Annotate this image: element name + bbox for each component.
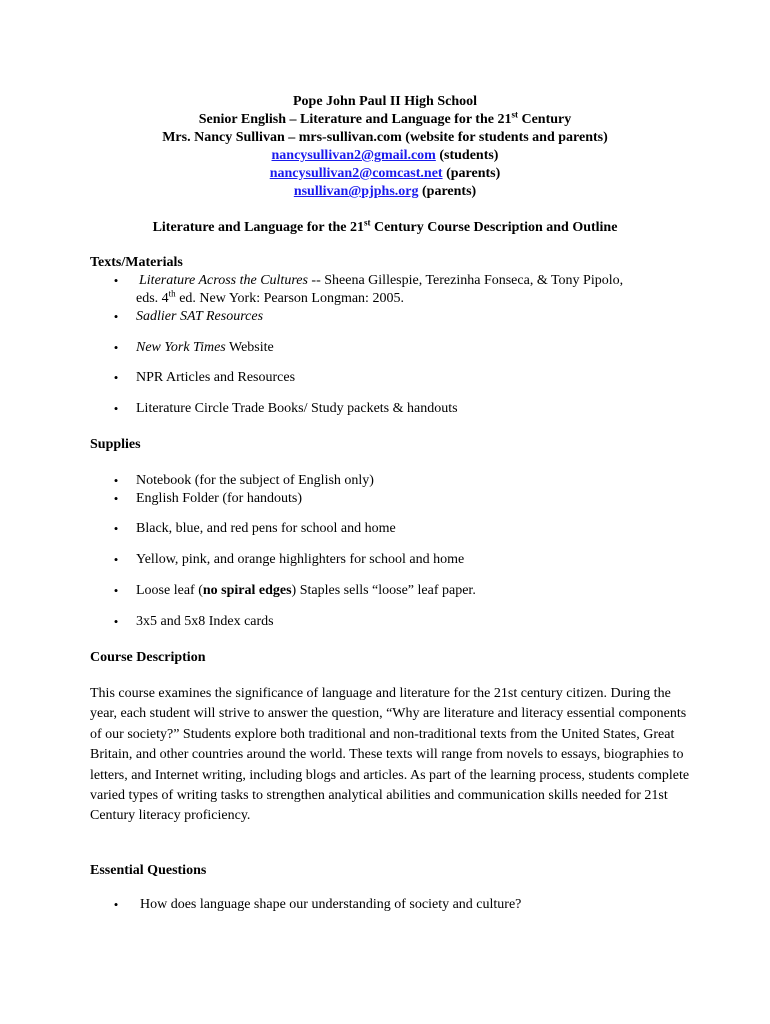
bullet-icon: • xyxy=(113,401,119,416)
course-description-heading: Course Description xyxy=(90,650,206,665)
list-item: Sadlier SAT Resources xyxy=(136,309,264,324)
bullet-icon: • xyxy=(113,897,119,912)
contact-line xyxy=(0,183,770,201)
course-name-suffix: Century xyxy=(517,112,572,127)
list-item: How does language shape our understanding of society and culture? xyxy=(140,897,522,912)
list-item: Yellow, pink, and orange highlighters for school and home xyxy=(136,552,465,567)
list-item: Literature Circle Trade Books/ Study packets & handouts xyxy=(136,401,458,416)
list-item-continuation: eds. 4th ed. New York: Pearson Longman: 2005. xyxy=(136,288,404,306)
bullet-icon: • xyxy=(113,370,119,385)
contact-line xyxy=(0,165,770,183)
bullet-icon: • xyxy=(113,552,119,567)
contact-note: (parents) xyxy=(442,166,501,181)
email-link-parents[interactable]: nancysullivan2@comcast.net xyxy=(269,166,443,181)
email-link-school[interactable]: nsullivan@pjphs.org xyxy=(293,184,419,199)
bullet-icon: • xyxy=(113,309,119,324)
email-link-students[interactable]: nancysullivan2@gmail.com xyxy=(271,148,436,163)
school-name: Pope John Paul II High School xyxy=(293,94,477,109)
bullet-icon: • xyxy=(113,491,119,506)
course-name-sup: st xyxy=(511,109,518,120)
bullet-icon: • xyxy=(113,273,119,288)
list-item: Literature Across the Cultures -- Sheena Gillespie, Terezinha Fonseca, & Tony Pipolo, xyxy=(139,273,624,288)
course-name-prefix: Senior English – Literature and Language for the 21 xyxy=(198,112,512,127)
bullet-icon: • xyxy=(113,583,119,598)
contact-line xyxy=(0,147,770,165)
bullet-icon: • xyxy=(113,340,119,355)
bullet-icon: • xyxy=(113,521,119,536)
list-item: Notebook (for the subject of English only) xyxy=(136,473,374,488)
list-item: 3x5 and 5x8 Index cards xyxy=(136,614,274,629)
bullet-icon: • xyxy=(113,473,119,488)
list-item: NPR Articles and Resources xyxy=(136,370,296,385)
list-item: New York Times Website xyxy=(136,340,274,355)
list-item: Black, blue, and red pens for school and home xyxy=(136,521,396,536)
list-item: English Folder (for handouts) xyxy=(136,491,303,506)
teacher-line: Mrs. Nancy Sullivan – mrs-sullivan.com (website for students and parents) xyxy=(162,130,608,145)
course-description-body: This course examines the significance of language and literature for the 21st century citizen. During the year, each student will strive to answer the question, “Why are literature and literacy essential components of our society?” Students explore both traditional and non-traditional texts from the United States, Great Britain, and other countries around the world. These texts will range from novels to essays, biographies to letters, and Internet writing, including blogs and articles. As part of the learning process, students complete varied types of writing tasks to strengthen analytical abilities and communication skills needed for 21st Century literacy proficiency. xyxy=(90,686,690,824)
contact-note: (parents) xyxy=(418,184,477,199)
course-outline-title: Literature and Language for the 21st Century Course Description and Outline xyxy=(152,217,618,235)
contact-note: (students) xyxy=(435,148,499,163)
bullet-icon: • xyxy=(113,614,119,629)
supplies-heading: Supplies xyxy=(90,437,141,452)
document-header xyxy=(0,93,770,201)
texts-materials-heading: Texts/Materials xyxy=(90,255,183,270)
list-item: Loose leaf (no spiral edges) Staples sells “loose” leaf paper. xyxy=(136,583,476,598)
essential-questions-heading: Essential Questions xyxy=(90,863,207,878)
course-name xyxy=(0,111,770,129)
